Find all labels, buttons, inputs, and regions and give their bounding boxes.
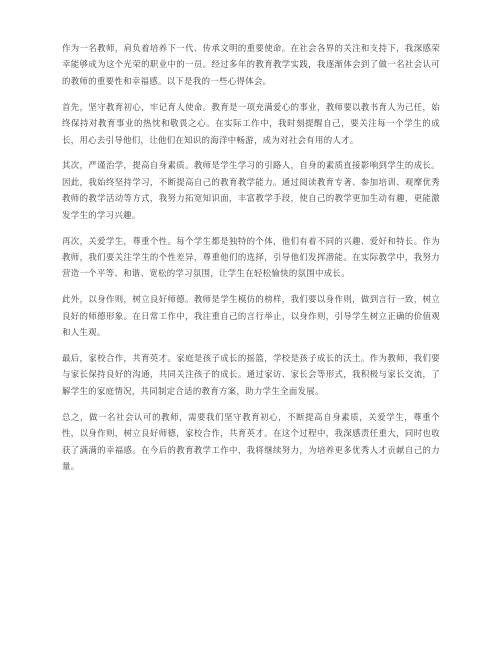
document-body: [62, 40, 440, 484]
paragraph-fourth-point: 此外，以身作则，树立良好师德。教师是学生模仿的榜样，我们要以身作则，做到言行一致，树立良好的师德形象。在日常工作中，我注重自己的言行举止，以身作则，引导学生树立正确的价值观和人生观。: [62, 294, 440, 338]
paragraph-third-point: 再次，关爱学生，尊重个性。每个学生都是独特的个体，他们有着不同的兴趣、爱好和特长。作为教师，我们要关注学生的个性差异，尊重他们的选择，引导他们发挥潜能。在实际教学中，我努力营造一个平等、和谐、宽松的学习氛围，让学生在轻松愉快的氛围中成长。: [62, 235, 440, 279]
paragraph-first-point: 首先，坚守教育初心，牢记育人使命。教育是一项充满爱心的事业，教师要以教书育人为己任，始终保持对教育事业的热忱和敬畏之心。在实际工作中，我时刻提醒自己，要关注每一个学生的成长，用心去引导他们，让他们在知识的海洋中畅游，成为对社会有用的人才。: [62, 101, 440, 145]
paragraph-second-point: 其次，严谨治学，提高自身素质。教师是学生学习的引路人，自身的素质直接影响到学生的成长。因此，我始终坚持学习，不断提高自己的教育教学能力。通过阅读教育专著、参加培训、观摩优秀教师的教学活动等方式，我努力拓宽知识面，丰富教学手段，使自己的教学更加生动有趣，更能激发学生的学习兴趣。: [62, 160, 440, 220]
paragraph-intro: 作为一名教师，肩负着培养下一代、传承文明的重要使命。在社会各界的关注和支持下，我深感荣幸能够成为这个光荣的职业中的一员。经过多年的教育教学实践，我逐渐体会到了做一名社会认可的教师的重要性和幸福感。以下是我的一些心得体会。: [62, 43, 440, 86]
paragraph-conclusion: 总之，做一名社会认可的教师，需要我们坚守教育初心，不断提高自身素质，关爱学生，尊重个性，以身作则，树立良好师德，家校合作，共育英才。在这个过程中，我深感责任重大，同时也收获了满满的幸福感。在今后的教育教学工作中，我将继续努力，为培养更多优秀人才贡献自己的力量。: [62, 411, 440, 471]
paragraph-fifth-point: 最后，家校合作，共育英才。家庭是孩子成长的摇篮，学校是孩子成长的沃土。作为教师，我们要与家长保持良好的沟通，共同关注孩子的成长。通过家访、家长会等形式，我积极与家长交流，了解学生的家庭情况，共同制定合适的教育方案，助力学生全面发展。: [62, 353, 440, 396]
